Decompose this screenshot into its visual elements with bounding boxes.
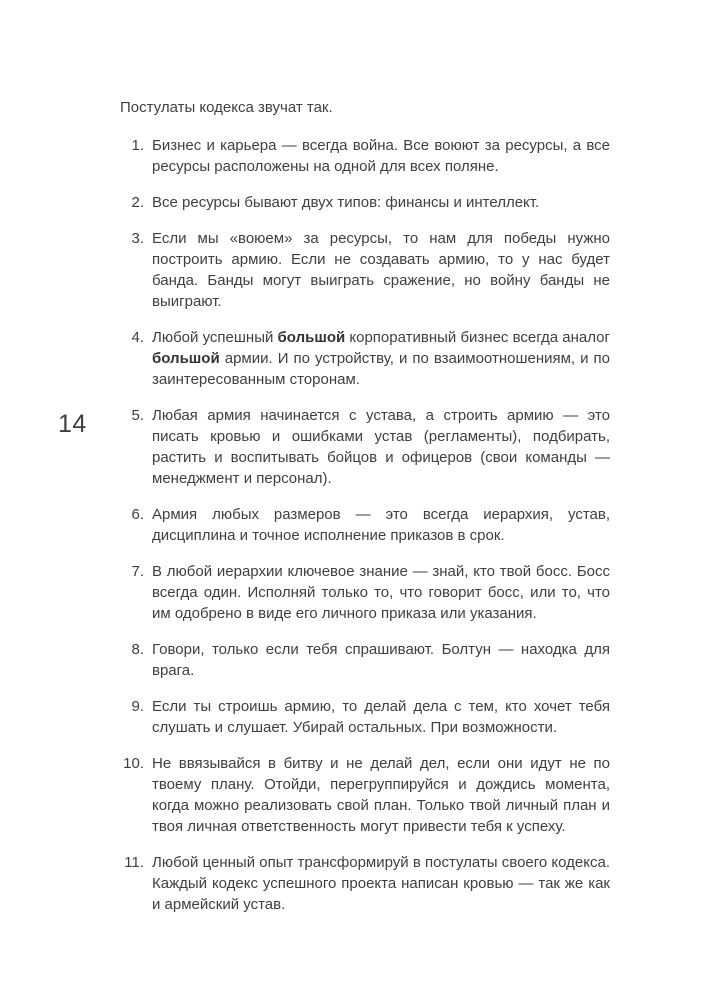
list-item-number: 3. (131, 230, 144, 247)
list-item (120, 639, 610, 681)
list-item (120, 327, 610, 390)
list-item-text: Если ты строишь армию, то делай дела с тем, кто хочет тебя слушать и слушает. Убирай остальных. При возможности. (152, 698, 610, 736)
list-item-number: 7. (131, 563, 144, 580)
list-item (120, 753, 610, 837)
list-item (120, 561, 610, 624)
list-item-number: 10. (123, 755, 144, 772)
list-item-text: Говори, только если тебя спрашивают. Болтун — находка для врага. (152, 641, 610, 679)
page-number: 14 (58, 410, 87, 438)
list-item-text: Все ресурсы бывают двух типов: финансы и интеллект. (152, 194, 540, 211)
list-item (120, 192, 610, 213)
list-item-number: 1. (131, 137, 144, 154)
list-item-text: Любой ценный опыт трансформируй в постулаты своего кодекса. Каждый кодекс успешного проекта написан кровью — так же как и армейский устав. (152, 854, 610, 913)
list-item-text: Если мы «воюем» за ресурсы, то нам для победы нужно построить армию. Если не создавать армию, то у нас будет банда. Банды могут выиграть сражение, но войну банды не выиграют. (152, 230, 610, 310)
list-item-number: 6. (131, 506, 144, 523)
list-item (120, 135, 610, 177)
list-item-text: Любой успешный большой корпоративный бизнес всегда аналог большой армии. И по устройству, и по взаимоотношениям, и по заинтересованным сторонам. (152, 329, 610, 388)
list-item-text: В любой иерархии ключевое знание — знай, кто твой босс. Босс всегда один. Исполняй только то, что говорит босс, или то, что им одобрено в виде его личного приказа или указания. (152, 563, 610, 622)
list-item-number: 11. (124, 854, 144, 871)
list-item-number: 4. (131, 329, 144, 346)
list-item-number: 8. (131, 641, 144, 658)
list-item-text: Бизнес и карьера — всегда война. Все воюют за ресурсы, а все ресурсы расположены на одной для всех поляне. (152, 137, 610, 175)
list-item (120, 405, 610, 489)
list-item-text: Не ввязывайся в битву и не делай дел, если они идут не по твоему плану. Отойди, перегруппируйся и дождись момента, когда можно реализовать свой план. Только твой личный план и твоя личная ответственность могут привести тебя к успеху. (152, 755, 610, 835)
list-item-number: 2. (131, 194, 144, 211)
postulates-list (120, 135, 610, 915)
list-item-text: Армия любых размеров — это всегда иерархия, устав, дисциплина и точное исполнение приказов в срок. (152, 506, 610, 544)
list-item (120, 228, 610, 312)
page-content (120, 97, 610, 930)
list-item-text: Любая армия начинается с устава, а строить армию — это писать кровью и ошибками устав (регламенты), подбирать, растить и воспитывать бойцов и офицеров (свои команды — менеджмент и персонал). (152, 407, 610, 487)
intro-paragraph: Постулаты кодекса звучат так. (120, 99, 333, 116)
list-item (120, 696, 610, 738)
list-item-number: 9. (131, 698, 144, 715)
list-item (120, 852, 610, 915)
list-item (120, 504, 610, 546)
list-item-number: 5. (131, 407, 144, 424)
